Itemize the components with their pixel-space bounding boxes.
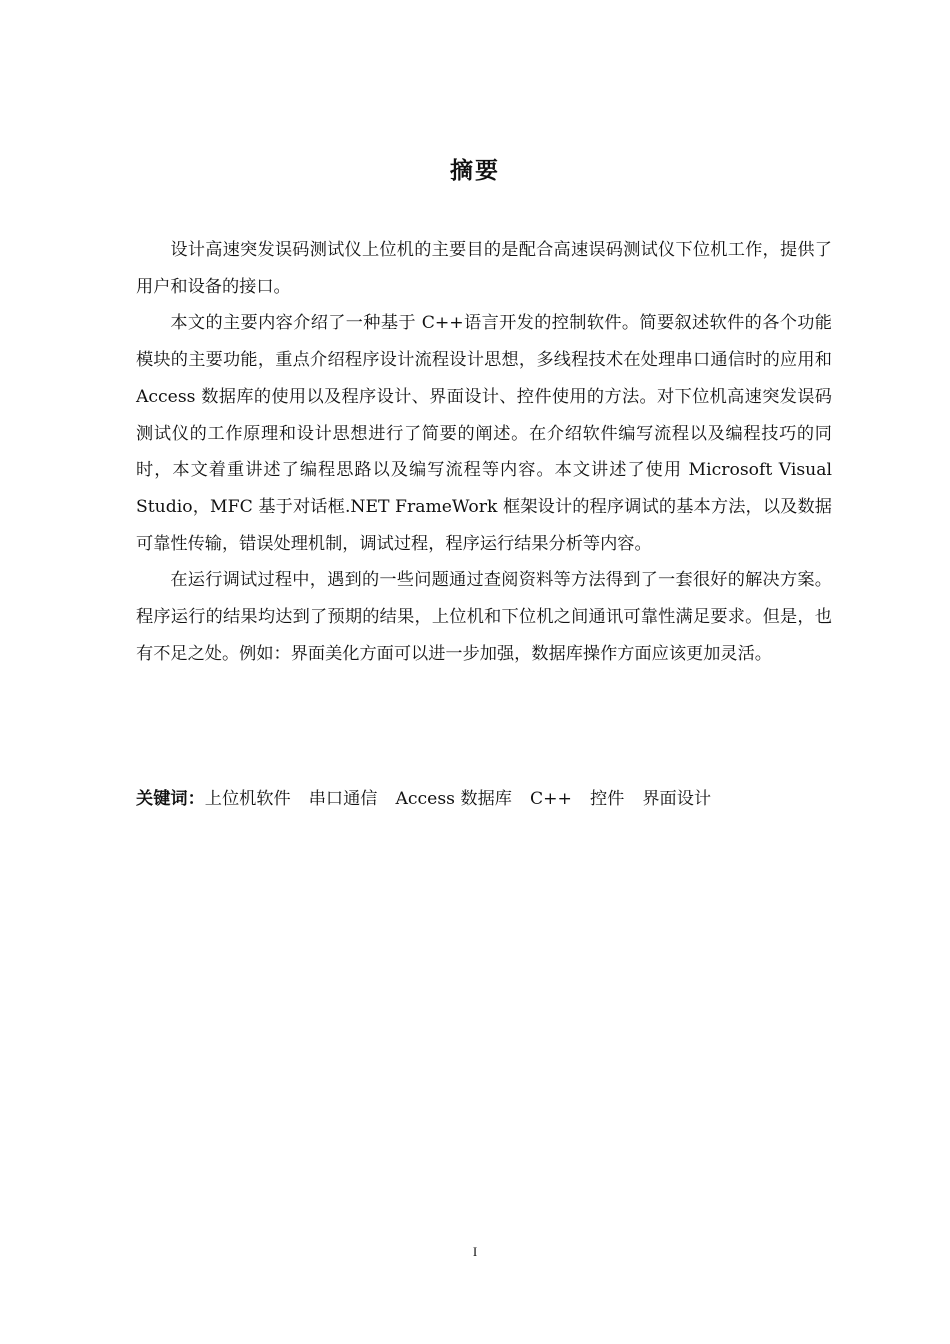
- page-number: I: [472, 1244, 478, 1259]
- abstract-paragraph-3: 在运行调试过程中，遇到的一些问题通过查阅资料等方法得到了一套很好的解决方案。程序运行的结果均达到了预期的结果，上位机和下位机之间通讯可靠性满足要求。但是，也有不足之处。例如：界面美化方面可以进一步加强，数据库操作方面应该更加灵活。: [136, 570, 832, 664]
- page-title: 摘要: [450, 158, 500, 184]
- keywords-label: 关键词：: [136, 789, 205, 809]
- keyword-item: C++: [530, 789, 572, 809]
- keyword-item: 串口通信: [308, 789, 378, 809]
- keywords-line: [136, 781, 832, 817]
- keyword-item: 界面设计: [642, 789, 712, 809]
- abstract-body: [136, 232, 832, 672]
- abstract-paragraph-1: 设计高速突发误码测试仪上位机的主要目的是配合高速误码测试仪下位机工作，提供了用户和设备的接口。: [136, 240, 832, 297]
- keyword-item: 控件: [589, 789, 625, 809]
- abstract-paragraph-2: 本文的主要内容介绍了一种基于 C++语言开发的控制软件。简要叙述软件的各个功能模块的主要功能，重点介绍程序设计流程设计思想，多线程技术在处理串口通信时的应用和 Access 数据库的使用以及程序设计、界面设计、控件使用的方法。对下位机高速突发误码测试仪的工作原理和设计思想进行了简要的阐述。在介绍软件编写流程以及编程技巧的同时，本文着重讲述了编程思路以及编写流程等内容。本文讲述了使用 Microsoft Visual Studio，MFC 基于对话框.NET FrameWork 框架设计的程序调试的基本方法，以及数据可靠性传输，错误处理机制，调试过程，程序运行结果分析等内容。: [136, 313, 832, 554]
- keyword-item: Access 数据库: [395, 789, 512, 809]
- keyword-item: 上位机软件: [204, 789, 291, 809]
